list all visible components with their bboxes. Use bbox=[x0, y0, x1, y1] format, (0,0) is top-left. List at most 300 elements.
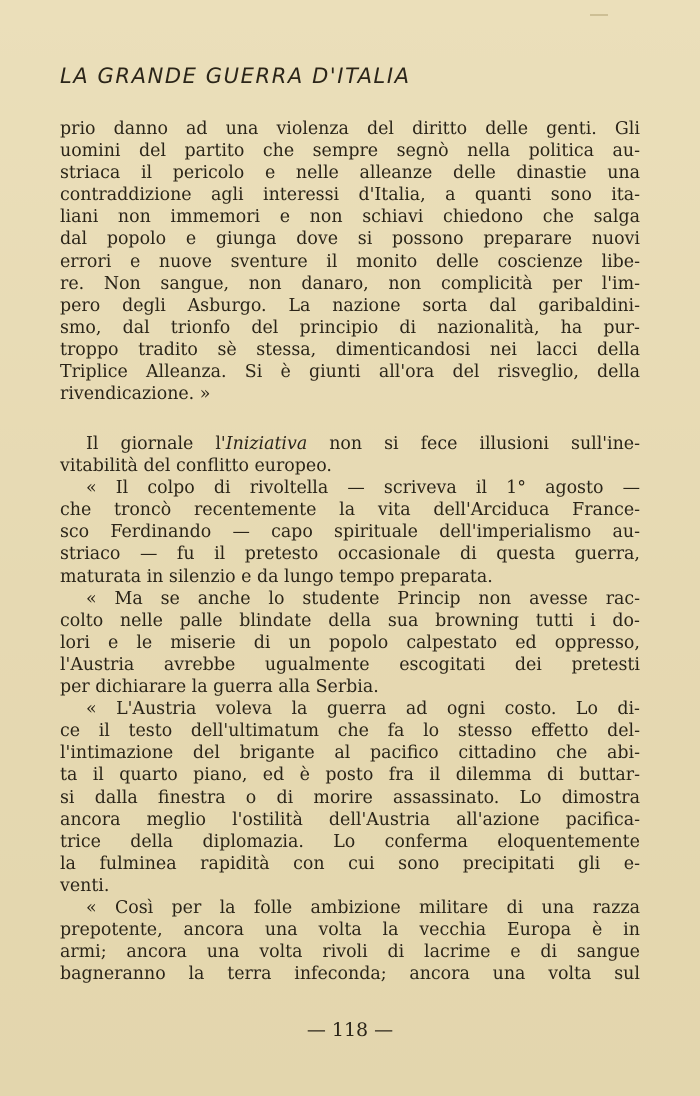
word: tutti bbox=[535, 610, 574, 631]
word: d'Italia, bbox=[358, 185, 426, 206]
word: per bbox=[171, 897, 202, 918]
word: di bbox=[276, 787, 294, 808]
word: in bbox=[623, 920, 640, 941]
text-line bbox=[60, 361, 640, 383]
word: danaro, bbox=[301, 273, 369, 294]
word: folle bbox=[253, 897, 293, 918]
word: colto bbox=[60, 610, 104, 631]
word: per bbox=[552, 273, 583, 294]
word: dimenticandosi bbox=[335, 339, 471, 360]
text-line bbox=[60, 919, 640, 941]
word: si bbox=[60, 787, 75, 808]
word: liani bbox=[60, 207, 99, 228]
word: un bbox=[288, 632, 311, 653]
word: sangue bbox=[576, 942, 640, 963]
word: dove bbox=[296, 229, 339, 250]
word: i bbox=[590, 610, 596, 631]
word: nelle bbox=[295, 163, 339, 184]
word: dal bbox=[122, 317, 150, 338]
word: dimostra bbox=[561, 787, 640, 808]
text-line: vitabilità del conflitto europeo. bbox=[60, 456, 332, 477]
word: blindate bbox=[239, 610, 312, 631]
word: Princip bbox=[397, 588, 461, 609]
word: agosto bbox=[545, 478, 604, 499]
word: sua bbox=[387, 610, 419, 631]
word: testo bbox=[128, 721, 173, 742]
word: dell'Arciduca bbox=[433, 500, 550, 521]
word: piano, bbox=[193, 765, 248, 786]
text-line bbox=[60, 433, 640, 455]
word: interessi bbox=[263, 185, 340, 206]
word: fece bbox=[420, 434, 458, 454]
word: nuovi bbox=[591, 229, 640, 250]
word: calpestato bbox=[406, 632, 498, 653]
word: occasionale bbox=[337, 544, 441, 565]
word: e bbox=[264, 163, 276, 184]
word: Ma bbox=[114, 588, 143, 609]
word: palle bbox=[179, 610, 223, 631]
word: che bbox=[60, 500, 92, 521]
word: dinastie bbox=[516, 163, 587, 184]
word: e- bbox=[623, 853, 640, 874]
word: partito bbox=[184, 141, 245, 162]
word: sè bbox=[217, 339, 237, 360]
word: volta bbox=[259, 942, 303, 963]
word: della bbox=[597, 362, 640, 383]
word: la bbox=[60, 853, 76, 874]
word: principio bbox=[299, 317, 379, 338]
word: terra bbox=[227, 964, 272, 985]
word: diplomazia. bbox=[202, 831, 304, 852]
word: uomini bbox=[60, 141, 121, 162]
newspaper-title: Iniziativa bbox=[225, 434, 308, 454]
word: danno bbox=[113, 119, 168, 139]
word: ancora bbox=[183, 920, 244, 941]
word: vecchia bbox=[419, 920, 487, 941]
word: e bbox=[129, 251, 141, 272]
paragraph-quote-end bbox=[60, 118, 640, 405]
word: del- bbox=[607, 721, 640, 742]
text-line bbox=[60, 764, 640, 786]
word: cui bbox=[348, 853, 375, 874]
word: sempre bbox=[312, 141, 379, 162]
word: colpo bbox=[147, 478, 195, 499]
word: agli bbox=[211, 185, 244, 206]
word: il bbox=[475, 478, 488, 499]
word: troppo bbox=[60, 339, 119, 360]
word: a bbox=[445, 185, 456, 206]
word: l'im- bbox=[601, 273, 640, 294]
word: della bbox=[130, 831, 174, 852]
word: sorta bbox=[422, 295, 468, 316]
word: recentemente bbox=[193, 500, 317, 521]
word: e bbox=[510, 942, 521, 963]
word: fra bbox=[388, 765, 414, 786]
word: popolo bbox=[329, 632, 389, 653]
word: di bbox=[540, 942, 558, 963]
word: il bbox=[140, 163, 153, 184]
word: oppresso, bbox=[554, 632, 640, 653]
word: smo, bbox=[60, 317, 102, 338]
body-text bbox=[60, 433, 640, 985]
word: di bbox=[253, 632, 271, 653]
word: ed bbox=[262, 765, 285, 786]
word: dell'imperialismo bbox=[439, 522, 592, 543]
word: quarto bbox=[119, 765, 178, 786]
word: se bbox=[160, 588, 180, 609]
word: possono bbox=[392, 229, 464, 250]
text-line bbox=[60, 720, 640, 742]
word: sventure bbox=[230, 251, 308, 272]
word: voleva bbox=[215, 699, 273, 720]
word: ancora bbox=[409, 964, 470, 985]
running-head: LA GRANDE GUERRA D'ITALIA bbox=[60, 64, 411, 88]
word: nelle bbox=[119, 610, 163, 631]
word: il bbox=[326, 251, 338, 272]
word: militare bbox=[419, 897, 489, 918]
text-line: maturata in silenzio e da lungo tempo preparata. bbox=[60, 566, 493, 587]
word: nuove bbox=[158, 251, 212, 272]
word: nei bbox=[489, 339, 517, 360]
word: — bbox=[347, 478, 365, 499]
text-line bbox=[60, 941, 640, 963]
word: risveglio, bbox=[497, 362, 579, 383]
word: gli bbox=[577, 853, 601, 874]
word: alleanze bbox=[359, 163, 433, 184]
text-line bbox=[60, 499, 640, 521]
word: costo. bbox=[504, 699, 557, 720]
word: salga bbox=[593, 207, 640, 228]
word: errori bbox=[60, 251, 112, 272]
page-number: — 118 — bbox=[306, 1019, 394, 1041]
word: della bbox=[597, 339, 640, 360]
word: delle bbox=[453, 163, 496, 184]
paper-mark bbox=[590, 14, 608, 16]
word: di bbox=[547, 765, 564, 786]
word: lori bbox=[60, 632, 90, 653]
word: escogitati bbox=[399, 654, 486, 675]
word: delle bbox=[485, 119, 529, 139]
word: cittadino bbox=[458, 743, 537, 764]
word: o bbox=[245, 787, 257, 808]
word: la bbox=[291, 699, 308, 720]
text-line bbox=[60, 588, 640, 610]
word: ce bbox=[60, 721, 81, 742]
word: — bbox=[139, 544, 158, 565]
word: do- bbox=[612, 610, 640, 631]
word: miserie bbox=[170, 632, 236, 653]
word: re. bbox=[60, 273, 85, 294]
text-line bbox=[60, 809, 640, 831]
text-line bbox=[60, 610, 640, 632]
word: dilemma bbox=[455, 765, 532, 786]
word: è bbox=[591, 920, 603, 941]
word: di bbox=[506, 897, 524, 918]
word: pretesto bbox=[244, 544, 319, 565]
word: il bbox=[98, 721, 110, 742]
word: segnò bbox=[396, 141, 449, 162]
word: pero bbox=[60, 295, 101, 316]
word: capo bbox=[271, 522, 313, 543]
text-line: venti. bbox=[60, 875, 110, 896]
word: L'Austria bbox=[116, 699, 197, 720]
word: genti. bbox=[546, 119, 597, 139]
word: e bbox=[185, 229, 197, 250]
word: Asburgo. bbox=[187, 295, 267, 316]
word: l'Iniziativa bbox=[215, 434, 308, 454]
word: è bbox=[299, 765, 310, 786]
word: preparare bbox=[483, 229, 572, 250]
word: guerra bbox=[326, 699, 387, 720]
word: razza bbox=[592, 897, 640, 918]
word: volta bbox=[548, 964, 592, 985]
word: del bbox=[192, 743, 220, 764]
word: armi; bbox=[60, 942, 107, 963]
text-line bbox=[60, 963, 640, 985]
word: contraddizione bbox=[60, 185, 192, 206]
word: « bbox=[86, 478, 97, 499]
text-line bbox=[60, 698, 640, 720]
word: la bbox=[188, 964, 205, 985]
word: assassinato. bbox=[393, 787, 500, 808]
word: sono bbox=[398, 853, 440, 874]
word: si bbox=[384, 434, 399, 454]
word: trice bbox=[60, 831, 101, 852]
word: abi- bbox=[607, 743, 640, 764]
word: Il bbox=[115, 478, 129, 499]
word: ad bbox=[186, 119, 208, 139]
word: volta bbox=[318, 920, 362, 941]
word: il bbox=[92, 765, 104, 786]
word: fu bbox=[176, 544, 195, 565]
word: di bbox=[387, 942, 405, 963]
word: posto bbox=[325, 765, 374, 786]
text-line: rivendicazione. » bbox=[60, 384, 211, 405]
word: striaca bbox=[60, 163, 121, 184]
word: Triplice bbox=[60, 362, 128, 383]
word: complicità bbox=[440, 273, 533, 294]
word: giunga bbox=[215, 229, 277, 250]
word: brigante bbox=[239, 743, 315, 764]
word: violenza bbox=[276, 119, 349, 139]
word: del bbox=[452, 362, 480, 383]
text-line bbox=[60, 632, 640, 654]
word: con bbox=[293, 853, 325, 874]
word: politica bbox=[528, 141, 595, 162]
word: Europa bbox=[506, 920, 572, 941]
word: la bbox=[339, 500, 356, 521]
word: non bbox=[388, 273, 422, 294]
word: buttar- bbox=[579, 765, 640, 786]
word: ita- bbox=[611, 185, 640, 206]
word: di- bbox=[617, 699, 640, 720]
word: eloquentemente bbox=[497, 831, 640, 852]
word: pacifica- bbox=[565, 809, 640, 830]
word: pur- bbox=[603, 317, 640, 338]
text-line bbox=[60, 897, 640, 919]
word: ambizione bbox=[310, 897, 401, 918]
word: dell'ultimatum bbox=[190, 721, 320, 742]
word: ancora bbox=[60, 809, 121, 830]
word: pacifico bbox=[370, 743, 439, 764]
word: il bbox=[429, 765, 441, 786]
word: e bbox=[107, 632, 119, 653]
word: popolo bbox=[106, 229, 167, 250]
word: fulminea bbox=[99, 853, 177, 874]
word: l'Austria bbox=[60, 654, 135, 675]
word: monito bbox=[356, 251, 418, 272]
word: quanti bbox=[474, 185, 532, 206]
word: ugualmente bbox=[264, 654, 370, 675]
text-line bbox=[60, 118, 640, 140]
word: scriveva bbox=[383, 478, 457, 499]
word: guerra, bbox=[574, 544, 640, 565]
word: stessa, bbox=[256, 339, 317, 360]
word: Alleanza. bbox=[145, 362, 227, 383]
word: nella bbox=[467, 141, 511, 162]
word: France- bbox=[572, 500, 640, 521]
word: Ferdinando bbox=[110, 522, 212, 543]
text-line bbox=[60, 521, 640, 543]
word: trionfo bbox=[170, 317, 231, 338]
word: il bbox=[214, 544, 226, 565]
word: browning bbox=[435, 610, 519, 631]
word: precipitati bbox=[462, 853, 555, 874]
word: non bbox=[309, 207, 343, 228]
word: diritto bbox=[412, 119, 468, 139]
word: au- bbox=[612, 522, 640, 543]
word: nazionalità, bbox=[437, 317, 540, 338]
word: nazione bbox=[332, 295, 401, 316]
word: 1° bbox=[506, 478, 526, 499]
word: una bbox=[264, 920, 298, 941]
word: prepotente, bbox=[60, 920, 163, 941]
word: al bbox=[334, 743, 351, 764]
word: sco bbox=[60, 522, 90, 543]
word: tradito bbox=[138, 339, 198, 360]
word: giunti bbox=[308, 362, 361, 383]
word: Il bbox=[86, 434, 99, 454]
word: una bbox=[206, 942, 240, 963]
word: ad bbox=[405, 699, 428, 720]
text-line bbox=[60, 654, 640, 676]
word: questa bbox=[496, 544, 556, 565]
word: dal bbox=[60, 229, 88, 250]
word: ta bbox=[60, 765, 78, 786]
word: una bbox=[492, 964, 526, 985]
word: che bbox=[337, 721, 369, 742]
word: finestra bbox=[157, 787, 226, 808]
text-line bbox=[60, 339, 640, 361]
word: ed bbox=[515, 632, 537, 653]
word: La bbox=[288, 295, 311, 316]
word: avesse bbox=[529, 588, 588, 609]
word: del bbox=[139, 141, 167, 162]
word: ha bbox=[560, 317, 583, 338]
text-line bbox=[60, 787, 640, 809]
word: Si bbox=[244, 362, 263, 383]
word: si bbox=[357, 229, 373, 250]
word: dal bbox=[489, 295, 517, 316]
word: giornale bbox=[120, 434, 194, 454]
word: lo bbox=[268, 588, 285, 609]
word: « bbox=[86, 699, 97, 720]
word: non bbox=[478, 588, 512, 609]
word: immemori bbox=[170, 207, 261, 228]
word: prio bbox=[60, 119, 96, 139]
word: non bbox=[248, 273, 282, 294]
word: di bbox=[460, 544, 477, 565]
word: chiedono bbox=[443, 207, 524, 228]
word: e bbox=[279, 207, 291, 228]
word: effetto bbox=[531, 721, 589, 742]
word: è bbox=[280, 362, 291, 383]
word: morire bbox=[313, 787, 373, 808]
word: di bbox=[213, 478, 231, 499]
word: sono bbox=[550, 185, 592, 206]
word: all'ora bbox=[378, 362, 435, 383]
word: che bbox=[556, 743, 588, 764]
text-line bbox=[60, 228, 640, 250]
word: l'intimazione bbox=[60, 743, 174, 764]
word: ancora bbox=[126, 942, 187, 963]
text-line bbox=[60, 477, 640, 499]
word: vita bbox=[377, 500, 411, 521]
text-line bbox=[60, 184, 640, 206]
word: striaco bbox=[60, 544, 121, 565]
word: una bbox=[541, 897, 575, 918]
text-line bbox=[60, 853, 640, 875]
word: degli bbox=[122, 295, 166, 316]
word: rivoltella bbox=[249, 478, 329, 499]
text-line bbox=[60, 543, 640, 565]
text-line bbox=[60, 162, 640, 184]
word: sangue, bbox=[160, 273, 230, 294]
word: Gli bbox=[614, 119, 640, 139]
word: sul bbox=[614, 964, 640, 985]
word: « bbox=[86, 897, 97, 918]
word: spirituale bbox=[334, 522, 418, 543]
word: Lo bbox=[519, 787, 542, 808]
word: delle bbox=[435, 251, 479, 272]
word: ogni bbox=[446, 699, 486, 720]
word: anche bbox=[197, 588, 251, 609]
word: Lo bbox=[333, 831, 356, 852]
word: che bbox=[542, 207, 574, 228]
word: le bbox=[136, 632, 153, 653]
word: avrebbe bbox=[163, 654, 236, 675]
word: illusioni bbox=[479, 434, 549, 454]
word: rac- bbox=[605, 588, 640, 609]
word: rapidità bbox=[200, 853, 270, 874]
word: garibaldini- bbox=[538, 295, 640, 316]
word: troncò bbox=[114, 500, 172, 521]
word: pretesti bbox=[571, 654, 640, 675]
word: — bbox=[622, 478, 640, 499]
word: Così bbox=[114, 897, 154, 918]
word: della bbox=[328, 610, 372, 631]
word: che bbox=[262, 141, 295, 162]
word: la bbox=[382, 920, 399, 941]
word: au- bbox=[612, 141, 640, 162]
word: lacci bbox=[536, 339, 578, 360]
word: studente bbox=[302, 588, 380, 609]
word: — bbox=[232, 522, 250, 543]
word: bagneranno bbox=[60, 964, 166, 985]
text-line bbox=[60, 140, 640, 162]
text-line bbox=[60, 273, 640, 295]
word: libe- bbox=[601, 251, 640, 272]
